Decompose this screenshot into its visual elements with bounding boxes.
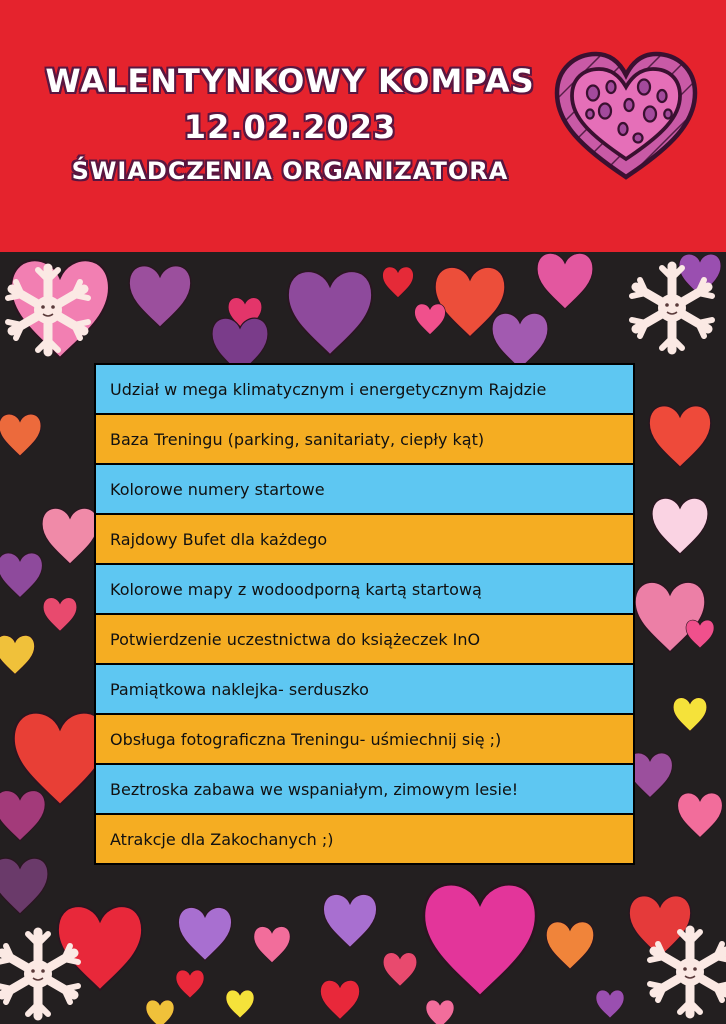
list-item: Rajdowy Bufet dla każdego [94,513,635,565]
big-heart-icon [548,45,704,195]
header-banner [0,0,726,252]
list-item: Beztroska zabawa we wspaniałym, zimowym lesie! [94,763,635,815]
page-title: WALENTYNKOWY KOMPAS [45,62,535,100]
page-subtitle: ŚWIADCZENIA ORGANIZATORA [71,157,509,185]
list-item: Baza Treningu (parking, sanitariaty, ciepły kąt) [94,413,635,465]
event-date: 12.02.2023 [183,108,397,146]
list-item: Udział w mega klimatycznym i energetycznym Rajdzie [94,363,635,415]
list-item: Kolorowe numery startowe [94,463,635,515]
list-item: Obsługa fotograficzna Treningu- uśmiechnij się ;) [94,713,635,765]
list-item: Kolorowe mapy z wodoodporną kartą startową [94,563,635,615]
list-item: Potwierdzenie uczestnictwa do książeczek InO [94,613,635,665]
list-item: Atrakcje dla Zakochanych ;) [94,813,635,865]
benefits-list [94,365,635,865]
list-item: Pamiątkowa naklejka- serduszko [94,663,635,715]
